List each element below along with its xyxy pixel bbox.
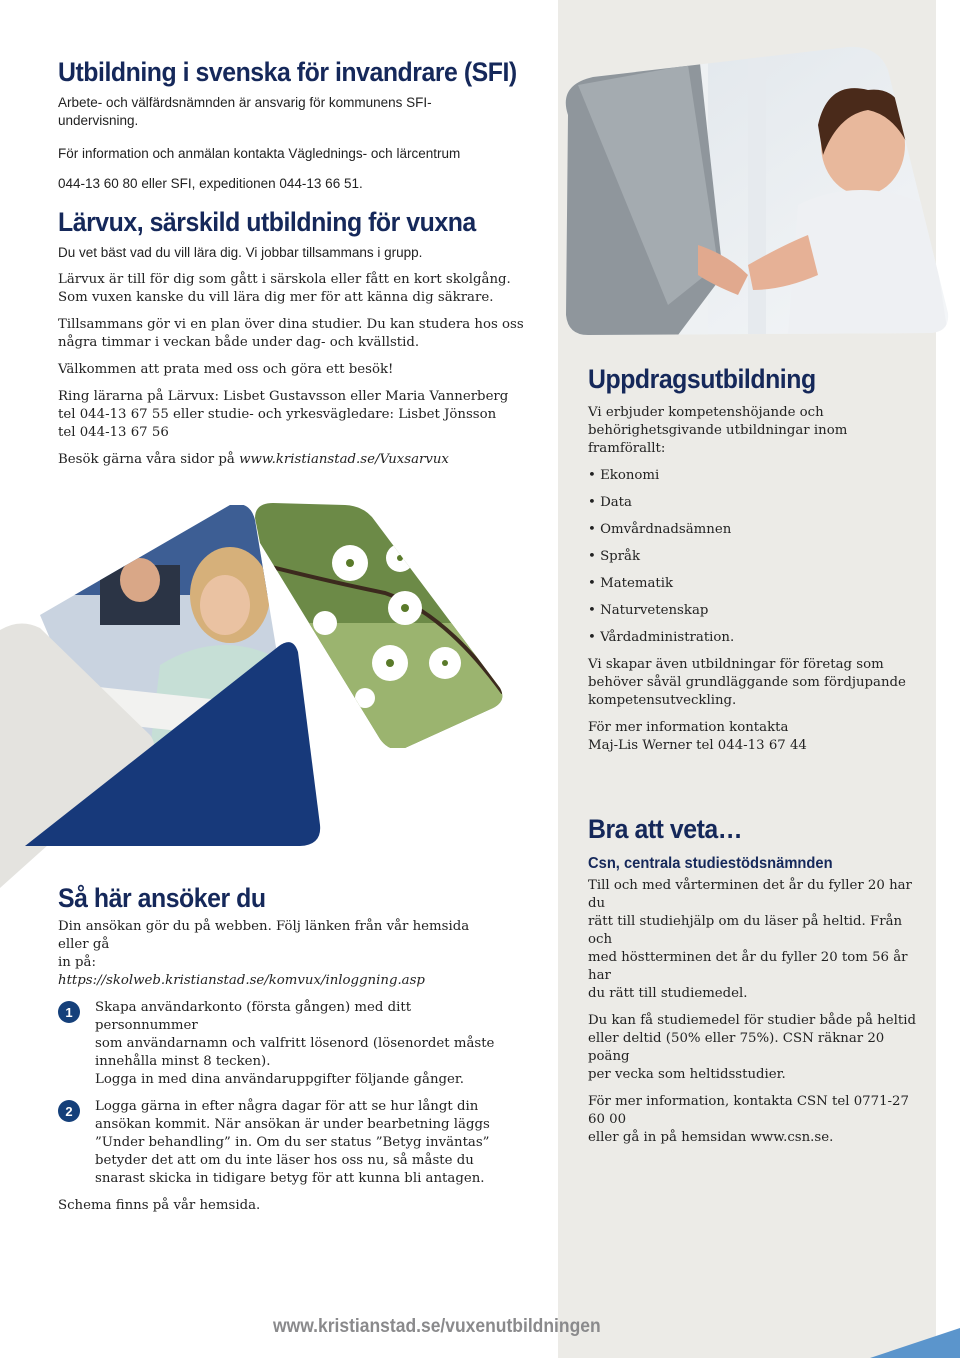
bullet-item: • Matematik <box>588 575 928 593</box>
larvux-visit-prefix: Besök gärna våra sidor på <box>58 452 240 467</box>
apply-step-1 <box>58 999 498 1089</box>
csn-subheading: Csn, centrala studiestödsnämnden <box>588 855 833 872</box>
larvux-welcome: Välkommen att prata med oss och göra ett besök! <box>58 362 394 377</box>
bra-p3-line1: För mer information, kontakta CSN tel 0771-27 60 00 <box>588 1094 909 1127</box>
uppdrag-intro-line1: Vi erbjuder kompetenshöjande och <box>588 405 824 420</box>
step-line: Skapa användarkonto (första gången) med ditt personnummer <box>95 1000 412 1033</box>
bra-p2-line2: eller deltid (50% eller 75%). CSN räknar 20 poäng <box>588 1031 885 1064</box>
step-line: Logga in med dina användaruppgifter följande gånger. <box>95 1072 465 1087</box>
apply-intro-line2: in på: <box>58 955 96 970</box>
uppdrag-section <box>588 364 928 755</box>
apply-section <box>58 883 498 1215</box>
uppdrag-heading: Uppdragsutbildning <box>588 364 816 394</box>
uppdrag-bullet-list <box>588 467 928 647</box>
larvux-p2-line1: Tillsammans gör vi en plan över dina studier. Du kan studera hos oss <box>58 317 524 332</box>
sfi-line-4: 044-13 60 80 eller SFI, expeditionen 044-13 66 51. <box>58 176 363 191</box>
larvux-heading: Lärvux, särskild utbildning för vuxna <box>58 207 476 237</box>
larvux-p4-line2: tel 044-13 67 55 eller studie- och yrkesvägledare: Lisbet Jönsson <box>58 407 497 422</box>
footer-website-link[interactable]: www.kristianstad.se/vuxenutbildningen <box>273 1316 601 1337</box>
apply-heading: Så här ansöker du <box>58 883 266 913</box>
corner-decoration <box>870 1318 960 1358</box>
bra-p3-line2: eller gå in på hemsidan www.csn.se. <box>588 1130 834 1145</box>
step-line: innehålla minst 8 tecken). <box>95 1054 271 1069</box>
step-text <box>95 1098 490 1188</box>
uppdrag-contact-line2: Maj-Lis Werner tel 044-13 67 44 <box>588 738 807 753</box>
bra-p1-line4: du rätt till studiemedel. <box>588 986 748 1001</box>
bra-p2-line1: Du kan få studiemedel för studier både på heltid <box>588 1013 916 1028</box>
bullet-item: • Data <box>588 494 928 512</box>
uppdrag-p2-line1: Vi skapar även utbildningar för företag som <box>588 657 884 672</box>
step-number-badge: 1 <box>58 1001 80 1023</box>
bullet-item: • Naturvetenskap <box>588 602 928 620</box>
step-line: betyder det att om du inte läser hos oss nu, så måste du <box>95 1153 474 1168</box>
sfi-section <box>58 57 548 193</box>
uppdrag-p2-line3: kompetensutveckling. <box>588 693 737 708</box>
uppdrag-p2-line2: behöver såväl grundläggande som fördjupande <box>588 675 906 690</box>
bullet-item: • Ekonomi <box>588 467 928 485</box>
bra-p1-line3: med höstterminen det år du fyller 20 tom 56 år har <box>588 950 908 983</box>
larvux-p4-line3: tel 044-13 67 56 <box>58 425 169 440</box>
larvux-visit-link[interactable]: www.kristianstad.se/Vuxsarvux <box>239 452 449 467</box>
apply-link[interactable]: https://skolweb.kristianstad.se/komvux/inloggning.asp <box>58 973 425 988</box>
larvux-p1-line2: Som vuxen kanske du vill lära dig mer för att känna dig säkrare. <box>58 290 494 305</box>
bullet-item: • Omvårdnadsämnen <box>588 521 928 539</box>
sfi-line-1: Arbete- och välfärdsnämnden är ansvarig för kommunens SFI- <box>58 95 432 110</box>
bra-p1-line2: rätt till studiehjälp om du läser på heltid. Från och <box>588 914 903 947</box>
uppdrag-intro-line2: behörighetsgivande utbildningar inom <box>588 423 848 438</box>
larvux-intro: Du vet bäst vad du vill lära dig. Vi jobbar tillsammans i grupp. <box>58 245 423 260</box>
larvux-p4-line1: Ring lärarna på Lärvux: Lisbet Gustavsson eller Maria Vannerberg <box>58 389 509 404</box>
step-text <box>95 999 498 1089</box>
sfi-line-2: undervisning. <box>58 113 139 128</box>
step-line: Logga gärna in efter några dagar för att se hur långt din <box>95 1099 479 1114</box>
step-number-badge: 2 <box>58 1100 80 1122</box>
uppdrag-intro-line3: framförallt: <box>588 441 666 456</box>
decorative-shapes <box>0 620 330 890</box>
step-line: ansökan kommit. När ansökan är under bearbetning läggs <box>95 1117 490 1132</box>
bra-att-veta-section <box>588 814 928 1147</box>
larvux-p2-line2: några timmar i veckan både under dag- och kvällstid. <box>58 335 420 350</box>
apply-intro-line1: Din ansökan gör du på webben. Följ länken från vår hemsida eller gå <box>58 919 470 952</box>
larvux-section <box>58 207 548 469</box>
bra-p1-line1: Till och med vårterminen det år du fyller 20 har du <box>588 878 912 911</box>
step-line: ”Under behandling” in. Om du ser status ”Betyg inväntas” <box>95 1135 490 1150</box>
apply-step-2 <box>58 1098 498 1188</box>
uppdrag-contact-line1: För mer information kontakta <box>588 720 789 735</box>
sfi-line-3: För information och anmälan kontakta Väglednings- och lärcentrum <box>58 146 461 161</box>
larvux-p1-line1: Lärvux är till för dig som gått i särskola eller fått en kort skolgång. <box>58 272 511 287</box>
larvux-visit <box>58 451 548 469</box>
apply-schema-note: Schema finns på vår hemsida. <box>58 1198 261 1213</box>
handshake-photo <box>548 45 950 335</box>
sfi-heading: Utbildning i svenska för invandrare (SFI) <box>58 57 517 87</box>
bullet-item: • Språk <box>588 548 928 566</box>
bra-p2-line3: per vecka som heltidsstudier. <box>588 1067 786 1082</box>
bullet-item: • Vårdadministration. <box>588 629 928 647</box>
step-line: snarast skicka in tidigare betyg för att kunna bli antagen. <box>95 1171 485 1186</box>
bra-heading: Bra att veta… <box>588 814 743 844</box>
step-line: som användarnamn och valfritt lösenord (lösenordet måste <box>95 1036 495 1051</box>
